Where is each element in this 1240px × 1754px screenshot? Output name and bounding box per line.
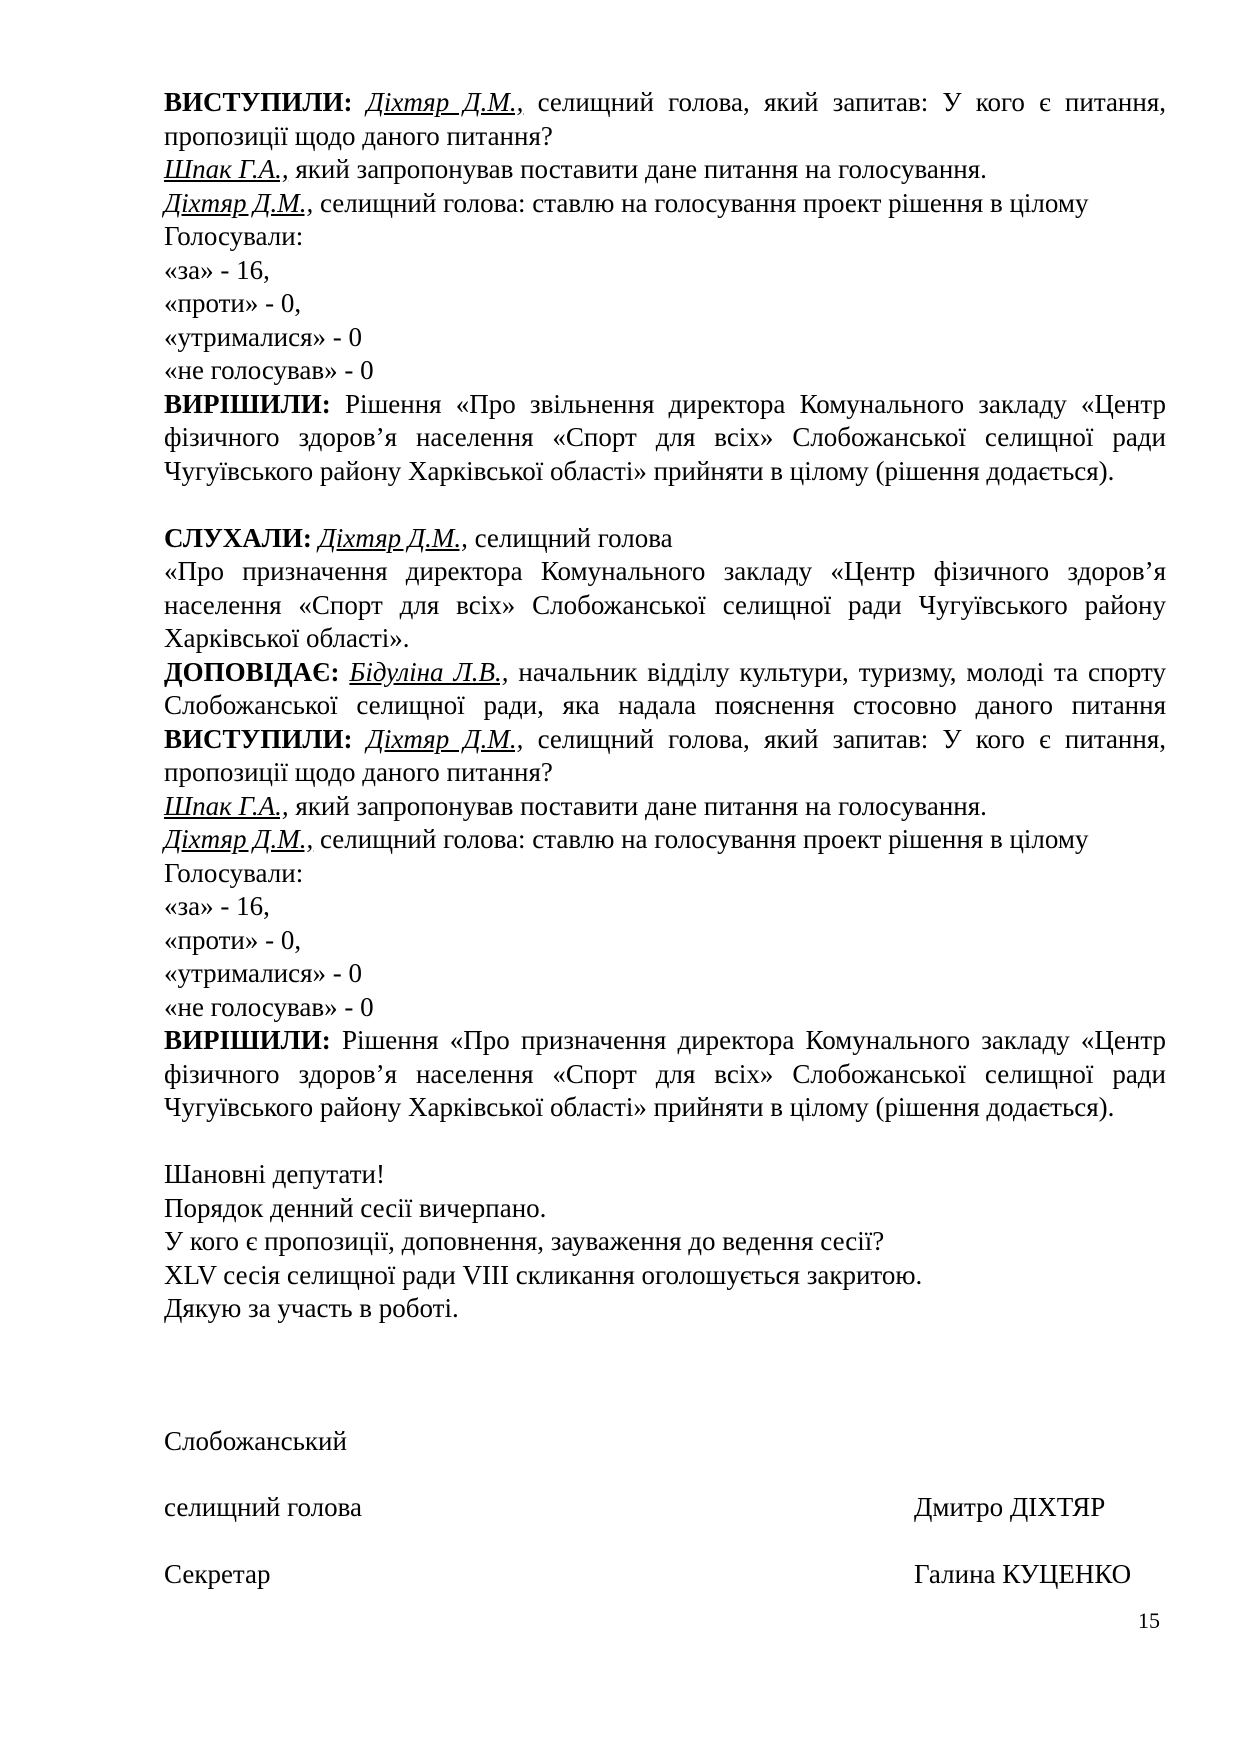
label-vyrishyly: ВИРІШИЛИ: xyxy=(164,388,331,419)
paragraph-speaker-2 xyxy=(164,790,1166,824)
paragraph-speaker-3 xyxy=(164,187,1166,221)
speaker-name: Діхтяр Д.М., xyxy=(318,522,468,553)
speaker-text: який запропонував поставити дане питання на голосування. xyxy=(288,790,987,821)
head-title-line2: селищний голова xyxy=(164,1492,363,1522)
speaker-text: селищний голова xyxy=(467,522,673,553)
decision-paragraph-1 xyxy=(164,388,1166,489)
label-vystupyly: ВИСТУПИЛИ: xyxy=(164,87,353,117)
document-body xyxy=(164,86,1166,1326)
closing-line: Порядок денний сесії вичерпано. xyxy=(164,1192,547,1223)
vote-for: «за» - 16, xyxy=(164,891,270,921)
spacer xyxy=(164,488,1166,522)
voted-heading: Голосували: xyxy=(164,221,304,251)
topic-paragraph: «Про призначення директора Комунального закладу «Центр фізичного здоров’я населення «Спорт для всіх» Слобожанської селищної ради Чугуївського району Харківської області». xyxy=(164,556,1166,653)
label-vystupyly: ВИСТУПИЛИ: xyxy=(164,723,353,754)
paragraph-speaker-3 xyxy=(164,823,1166,857)
speaker-text: який запропонував поставити дане питання на голосування. xyxy=(288,154,987,184)
page-number: 15 xyxy=(1138,1608,1160,1633)
secretary-name: Галина КУЦЕНКО xyxy=(914,1559,1132,1589)
decision-paragraph-2 xyxy=(164,1024,1166,1125)
closing-line: Дякую за участь в роботі. xyxy=(164,1293,459,1323)
vote-against: «проти» - 0, xyxy=(164,288,302,318)
head-title-line1: Слобожанський xyxy=(164,1426,347,1456)
speaker-text: селищний голова: ставлю на голосування проект рішення в цілому xyxy=(313,187,1089,218)
speaker-name: Шпак Г.А., xyxy=(164,790,289,821)
voted-heading: Голосували: xyxy=(164,857,304,888)
head-name: Дмитро ДІХТЯР xyxy=(914,1492,1106,1522)
speaker-text: селищний голова, який запитав: У кого є питання, пропозиції щодо даного питання? xyxy=(164,723,1166,787)
spacer xyxy=(164,1125,1166,1159)
vote-none: «не голосував» - 0 xyxy=(164,355,374,385)
report-paragraph xyxy=(164,656,1166,790)
vote-against: «проти» - 0, xyxy=(164,924,302,955)
speaker-name: Діхтяр Д.М., xyxy=(366,723,524,754)
speaker-name: Діхтяр Д.М., xyxy=(164,187,314,218)
speaker-text: селищний голова: ставлю на голосування проект рішення в цілому xyxy=(313,824,1089,854)
closing-line: У кого є пропозиції, доповнення, зауваження до ведення сесії? xyxy=(164,1226,885,1256)
label-slukhaly: СЛУХАЛИ: xyxy=(164,522,312,553)
decision-text: Рішення «Про звільнення директора Комунального закладу «Центр фізичного здоров’я населення «Спорт для всіх» Слобожанської селищної ради Чугуївського району Харківської області» прийняти в цілому (рішення додається). xyxy=(164,388,1166,486)
heard-paragraph xyxy=(164,522,1166,556)
paragraph-speaker-2 xyxy=(164,153,1166,187)
label-dopovidaye: ДОПОВІДАЄ: xyxy=(164,656,340,687)
label-vyrishyly: ВИРІШИЛИ: xyxy=(164,1025,331,1055)
speaker-name: Діхтяр Д.М., xyxy=(164,824,314,854)
closing-line: XLV сесія селищної ради VIII скликання оголошується закритою. xyxy=(164,1259,923,1290)
decision-text: Рішення «Про призначення директора Комунального закладу «Центр фізичного здоров’я населення «Спорт для всіх» Слобожанської селищної ради Чугуївського району Харківської області» прийняти в цілому (рішення додається). xyxy=(164,1025,1166,1122)
vote-abstain: «утрималися» - 0 xyxy=(164,321,363,352)
vote-abstain: «утрималися» - 0 xyxy=(164,958,363,988)
vote-for: «за» - 16, xyxy=(164,254,270,285)
secretary-title: Секретар xyxy=(164,1559,271,1589)
reporter-name: Бідуліна Л.В., xyxy=(349,656,509,687)
speaker-name: Шпак Г.А., xyxy=(164,154,289,184)
speaker-name: Діхтяр Д.М., xyxy=(366,87,524,117)
closing-line: Шановні депутати! xyxy=(164,1159,385,1189)
vote-none: «не голосував» - 0 xyxy=(164,991,374,1022)
paragraph-speakers-1 xyxy=(164,86,1166,153)
speaker-text: селищний голова, який запитав: У кого є питання, пропозиції щодо даного питання? xyxy=(164,87,1166,151)
reporter-text: начальник відділу культури, туризму, молоді та спорту Слобожанської селищної ради, яка надала пояснення стосовно даного питання xyxy=(164,656,1167,720)
